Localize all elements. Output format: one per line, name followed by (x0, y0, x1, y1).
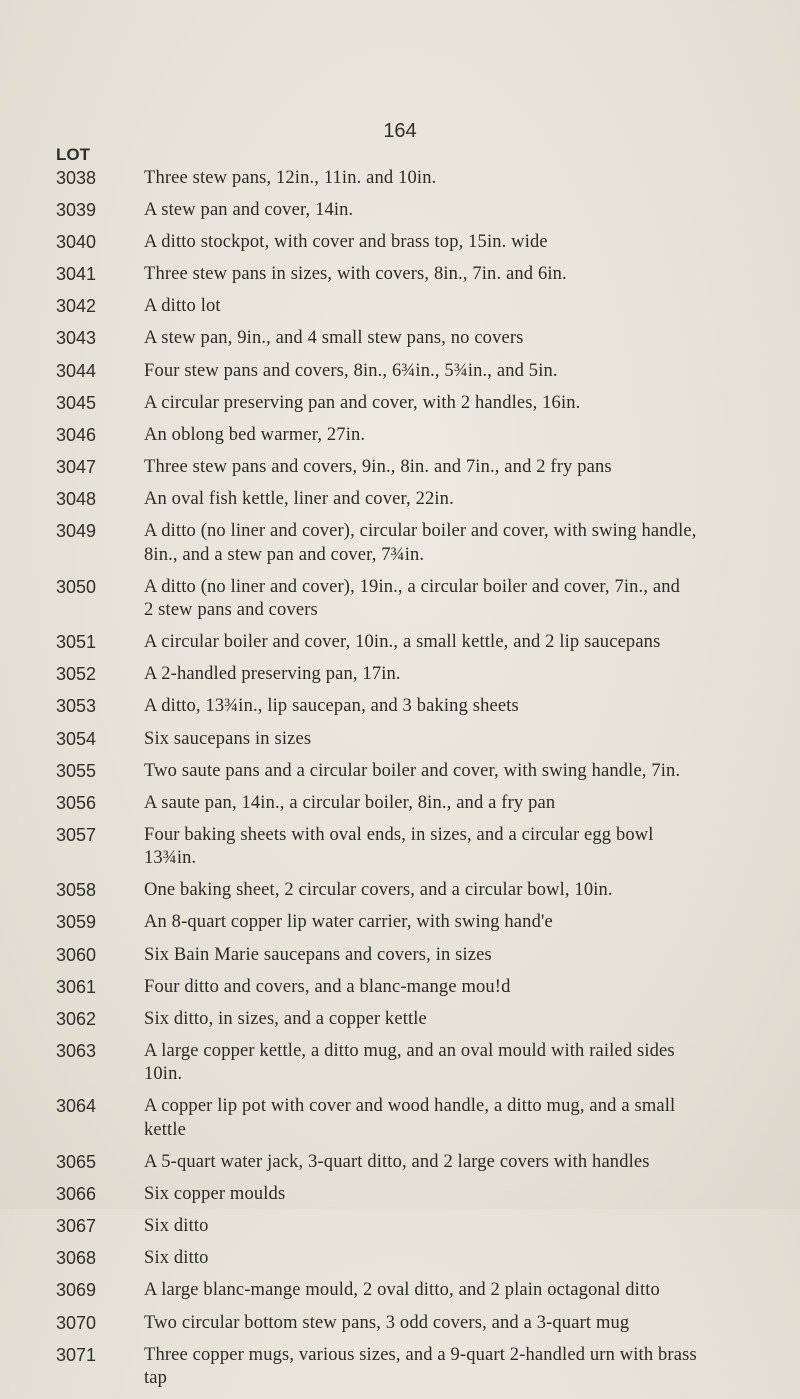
lot-description: Three copper mugs, various sizes, and a 9-quart 2-handled urn with brass tap (144, 1344, 697, 1389)
lot-description: A 5-quart water jack, 3-quart ditto, and 2 large covers with handles (144, 1152, 650, 1173)
lot-entry (56, 760, 781, 784)
lot-entry (56, 1151, 781, 1175)
lot-number: 3061 (56, 976, 97, 997)
lot-description: A stew pan, 9in., and 4 small stew pans, no covers (144, 328, 524, 349)
lot-entry (56, 456, 781, 480)
lot-number: 3064 (56, 1096, 97, 1117)
lot-description: A stew pan and cover, 14in. (144, 200, 354, 221)
lot-number: 3049 (56, 521, 97, 542)
lot-description: Six Bain Marie saucepans and covers, in sizes (144, 944, 492, 965)
lot-description: Six ditto (144, 1216, 209, 1237)
lot-number: 3052 (56, 664, 97, 685)
lot-description: A ditto stockpot, with cover and brass top, 15in. wide (144, 232, 548, 253)
lot-entry (56, 199, 781, 223)
lot-number: 3063 (56, 1040, 97, 1061)
lot-description: Two saute pans and a circular boiler and cover, with swing handle, 7in. (144, 760, 681, 781)
lot-number: 3053 (56, 696, 97, 717)
page-number: 164 (383, 120, 417, 142)
lot-description: A 2-handled preserving pan, 17in. (144, 664, 401, 685)
lot-entry (56, 1247, 781, 1271)
lot-entry (56, 879, 781, 903)
lot-description: Four ditto and covers, and a blanc-mange mou!d (144, 976, 511, 997)
lot-number: 3066 (56, 1184, 97, 1205)
lot-entry (56, 663, 781, 687)
lot-number: 3043 (56, 328, 97, 349)
lot-entry (56, 167, 781, 191)
lot-number: 3047 (56, 456, 97, 477)
lot-description: A saute pan, 14in., a circular boiler, 8in., and a fry pan (144, 792, 556, 813)
lot-entry (56, 231, 781, 255)
lot-description: Six ditto (144, 1248, 209, 1269)
lot-number: 3070 (56, 1312, 97, 1333)
lot-description: A copper lip pot with cover and wood handle, a ditto mug, and a small kettle (144, 1096, 676, 1140)
lot-description: Six ditto, in sizes, and a copper kettle (144, 1008, 427, 1029)
lot-entry (56, 1279, 781, 1303)
lot-description: Three stew pans and covers, 9in., 8in. and 7in., and 2 fry pans (144, 456, 612, 477)
lot-description: A ditto (no liner and cover), 19in., a circular boiler and cover, 7in., and 2 stew pans and covers (144, 576, 681, 621)
lot-description: A ditto (no liner and cover), circular boiler and cover, with swing handle, 8in., and a stew pan and cover, 7¾in. (144, 521, 697, 565)
lot-entry (56, 1183, 781, 1207)
lot-number: 3055 (56, 760, 97, 781)
lot-number: 3048 (56, 488, 97, 509)
lot-description: A circular boiler and cover, 10in., a small kettle, and 2 lip saucepans (144, 632, 661, 653)
lot-entry (56, 1040, 781, 1087)
lot-entry (56, 392, 781, 416)
lot-description: Three stew pans, 12in., 11in. and 10in. (144, 168, 437, 188)
lot-entry (56, 631, 781, 655)
lot-description: An oblong bed warmer, 27in. (144, 424, 366, 445)
lot-description: Four stew pans and covers, 8in., 6¾in., 5¾in., and 5in. (144, 360, 558, 381)
lot-entry (56, 911, 781, 935)
lot-entry (56, 1215, 781, 1239)
lot-description: One baking sheet, 2 circular covers, and a circular bowl, 10in. (144, 880, 613, 901)
lot-list (56, 167, 781, 1399)
lot-entry (56, 824, 781, 871)
lot-entry (56, 792, 781, 816)
lot-entry (56, 944, 781, 968)
lot-number: 3068 (56, 1248, 97, 1269)
lot-number: 3040 (56, 232, 97, 253)
lot-entry (56, 728, 781, 752)
lot-entry (56, 1095, 781, 1142)
lot-description: A ditto lot (144, 296, 221, 317)
lot-number: 3050 (56, 576, 97, 597)
lot-entry (56, 295, 781, 319)
lot-number: 3067 (56, 1216, 97, 1237)
lot-entry (56, 976, 781, 1000)
lot-description: A large blanc-mange mould, 2 oval ditto, and 2 plain octagonal ditto (144, 1280, 660, 1301)
lot-number: 3057 (56, 824, 97, 845)
lot-number: 3042 (56, 296, 97, 317)
lot-entry (56, 360, 781, 384)
lot-number: 3060 (56, 944, 97, 965)
lot-number: 3041 (56, 264, 97, 285)
lot-entry (56, 1344, 781, 1391)
lot-description: A large copper kettle, a ditto mug, and an oval mould with railed sides 10in. (144, 1040, 675, 1085)
lot-entry (56, 263, 781, 287)
lot-description: Two circular bottom stew pans, 3 odd covers, and a 3-quart mug (144, 1312, 630, 1333)
lot-description: Three stew pans in sizes, with covers, 8in., 7in. and 6in. (144, 264, 567, 285)
lot-number: 3039 (56, 200, 97, 221)
lot-entry (56, 1312, 781, 1336)
lot-description: Six saucepans in sizes (144, 728, 312, 749)
lot-description: Four baking sheets with oval ends, in sizes, and a circular egg bowl 13¾in. (144, 824, 654, 869)
lot-number: 3046 (56, 424, 97, 445)
lot-description: An oval fish kettle, liner and cover, 22in. (144, 488, 454, 509)
lot-column-header: LOT (56, 145, 90, 164)
lot-number: 3045 (56, 392, 97, 413)
lot-number: 3058 (56, 880, 97, 901)
lot-entry (56, 1008, 781, 1032)
lot-entry (56, 424, 781, 448)
lot-description: A ditto, 13¾in., lip saucepan, and 3 baking sheets (144, 696, 519, 717)
lot-number: 3054 (56, 728, 97, 749)
lot-entry (56, 520, 781, 567)
lot-number: 3059 (56, 912, 97, 933)
lot-entry (56, 695, 781, 719)
lot-number: 3071 (56, 1344, 97, 1365)
lot-number: 3051 (56, 632, 97, 653)
lot-entry (56, 576, 781, 623)
lot-number: 3065 (56, 1152, 97, 1173)
lot-number: 3062 (56, 1008, 97, 1029)
lot-description: A circular preserving pan and cover, with 2 handles, 16in. (144, 392, 581, 413)
lot-number: 3038 (56, 168, 97, 188)
lot-number: 3056 (56, 792, 97, 813)
lot-number: 3044 (56, 360, 97, 381)
lot-description: Six copper moulds (144, 1184, 286, 1205)
lot-number: 3069 (56, 1280, 97, 1301)
lot-entry (56, 488, 781, 512)
lot-description: An 8-quart copper lip water carrier, with swing hand'e (144, 912, 553, 933)
lot-entry (56, 327, 781, 351)
